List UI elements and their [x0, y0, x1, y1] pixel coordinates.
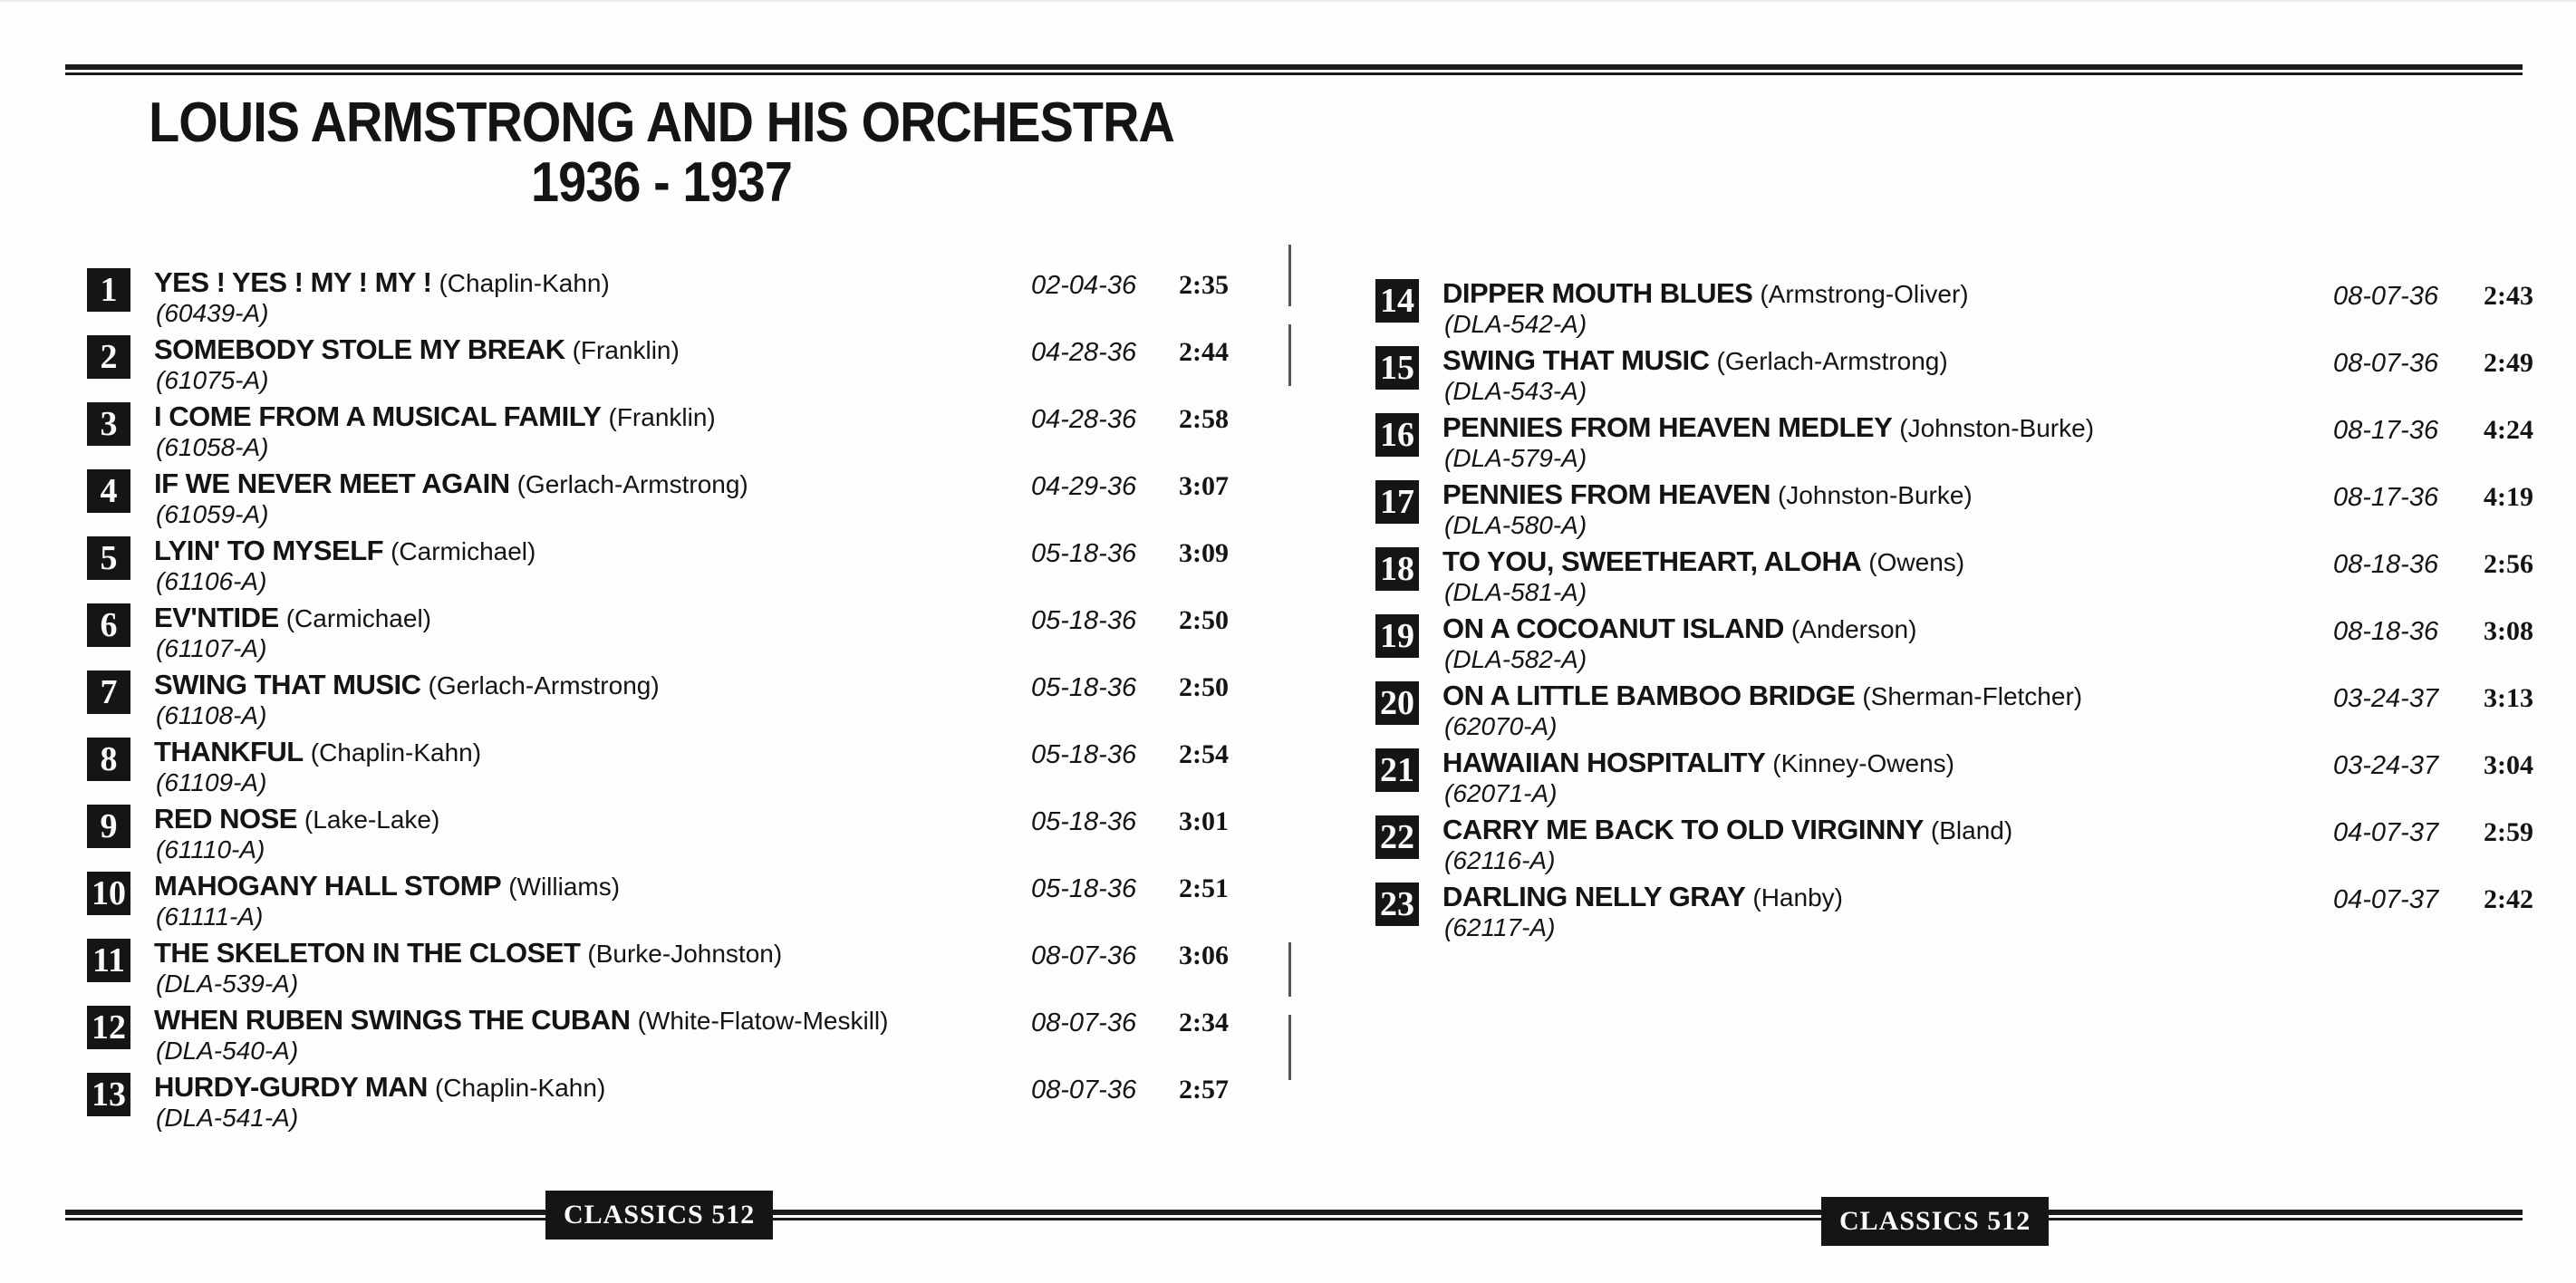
track-date: 04-28-36 [1031, 405, 1137, 434]
track-number: 8 [87, 738, 130, 781]
track-duration: 4:24 [2484, 415, 2533, 445]
track-number: 3 [87, 402, 130, 446]
right-page [1288, 0, 2576, 1283]
track-matrix: (DLA-539-A) [156, 969, 299, 998]
track-duration: 3:06 [1179, 941, 1229, 970]
track-row [87, 402, 1256, 469]
track-number: 22 [1375, 815, 1419, 859]
track-duration: 3:09 [1179, 538, 1229, 568]
track-title: DARLING NELLY GRAY [1442, 881, 1746, 912]
track-row [87, 805, 1256, 872]
track-row [87, 939, 1256, 1006]
track-title: LYIN' TO MYSELF [154, 535, 384, 566]
track-title: DIPPER MOUTH BLUES [1442, 277, 1753, 309]
track-duration: 3:07 [1179, 471, 1229, 501]
track-row [87, 1073, 1256, 1140]
track-date: 08-07-36 [1031, 1076, 1137, 1105]
track-title: EV'NTIDE [154, 602, 279, 633]
track-row [1375, 747, 2533, 815]
track-matrix: (DLA-582-A) [1444, 645, 1587, 673]
track-title: YES ! YES ! MY ! MY ! [154, 266, 432, 298]
track-date: 08-17-36 [2333, 416, 2439, 445]
track-date: 04-28-36 [1031, 338, 1137, 367]
track-number: 2 [87, 335, 130, 379]
track-date: 02-04-36 [1031, 271, 1137, 300]
track-composer: (Chaplin-Kahn) [439, 269, 610, 297]
track-title: PENNIES FROM HEAVEN [1442, 478, 1770, 510]
track-title: ON A LITTLE BAMBOO BRIDGE [1442, 680, 1856, 711]
track-matrix: (60439-A) [156, 299, 269, 327]
track-matrix: (62116-A) [1444, 846, 1556, 874]
track-heading [154, 1071, 605, 1105]
track-title: SWING THAT MUSIC [154, 669, 421, 700]
track-composer: (Gerlach-Armstrong) [516, 470, 748, 498]
track-row [1375, 881, 2533, 950]
track-title: HURDY-GURDY MAN [154, 1071, 428, 1103]
track-date: 08-07-36 [2333, 349, 2439, 378]
album-title [66, 93, 1257, 213]
track-heading [154, 937, 782, 970]
track-title: CARRY ME BACK TO OLD VIRGINNY [1442, 814, 1924, 845]
album-years: 1936 - 1937 [531, 151, 792, 214]
track-duration: 4:19 [2484, 482, 2533, 512]
track-heading [1442, 411, 2094, 445]
track-date: 03-24-37 [2333, 684, 2439, 713]
track-date: 05-18-36 [1031, 606, 1137, 635]
track-matrix: (61106-A) [156, 567, 267, 595]
track-row [1375, 680, 2533, 748]
label-badge: CLASSICS 512 [545, 1191, 773, 1240]
track-title: I COME FROM A MUSICAL FAMILY [154, 400, 602, 432]
track-composer: (Bland) [1930, 816, 2013, 844]
track-duration: 2:51 [1179, 873, 1229, 903]
track-number: 9 [87, 805, 130, 848]
track-duration: 2:58 [1179, 404, 1229, 434]
track-composer: (Johnston-Burke) [1777, 481, 1973, 509]
track-composer: (Williams) [508, 873, 621, 901]
track-composer: (Johnston-Burke) [1899, 414, 2095, 442]
track-number: 19 [1375, 614, 1419, 658]
track-number: 7 [87, 670, 130, 714]
track-date: 05-18-36 [1031, 673, 1137, 702]
track-row [87, 670, 1256, 738]
track-composer: (Franklin) [572, 336, 680, 364]
track-date: 04-29-36 [1031, 472, 1137, 501]
track-date: 05-18-36 [1031, 740, 1137, 769]
track-number: 5 [87, 536, 130, 580]
track-heading [1442, 680, 2082, 713]
track-row [1375, 344, 2533, 413]
track-heading [1442, 814, 2012, 847]
track-list-left [87, 268, 1256, 1140]
track-row [1375, 478, 2533, 547]
track-duration: 2:34 [1179, 1008, 1229, 1037]
track-heading [154, 468, 748, 501]
track-row [1375, 613, 2533, 681]
track-row [87, 536, 1256, 603]
track-heading [154, 400, 716, 434]
track-number: 18 [1375, 547, 1419, 591]
track-number: 1 [87, 268, 130, 312]
track-date: 04-07-37 [2333, 818, 2439, 847]
track-matrix: (61107-A) [156, 634, 267, 662]
track-heading [1442, 478, 1973, 512]
track-number: 23 [1375, 883, 1419, 926]
track-date: 05-18-36 [1031, 539, 1137, 568]
track-date: 04-07-37 [2333, 885, 2439, 914]
track-date: 05-18-36 [1031, 807, 1137, 836]
track-composer: (Gerlach-Armstrong) [428, 671, 660, 699]
track-duration: 2:50 [1179, 672, 1229, 702]
track-duration: 3:01 [1179, 806, 1229, 836]
track-number: 4 [87, 469, 130, 513]
track-duration: 2:56 [2484, 549, 2533, 579]
track-row [1375, 411, 2533, 480]
track-row [87, 335, 1256, 402]
track-list-right [1375, 277, 2533, 950]
track-composer: (Armstrong-Oliver) [1760, 280, 1969, 308]
track-number: 20 [1375, 681, 1419, 725]
track-number: 21 [1375, 748, 1419, 792]
track-composer: (Kinney-Owens) [1772, 749, 1954, 777]
track-matrix: (61059-A) [156, 500, 269, 528]
track-matrix: (61111-A) [156, 902, 264, 931]
track-duration: 3:13 [2484, 683, 2533, 713]
top-rule [65, 64, 1288, 75]
track-date: 08-07-36 [1031, 941, 1137, 970]
track-date: 08-18-36 [2333, 550, 2439, 579]
track-heading [1442, 277, 1969, 311]
track-duration: 3:08 [2484, 616, 2533, 646]
track-title: PENNIES FROM HEAVEN MEDLEY [1442, 411, 1893, 443]
track-title: IF WE NEVER MEET AGAIN [154, 468, 510, 499]
track-heading [154, 1004, 888, 1037]
track-row [1375, 545, 2533, 614]
track-date: 08-07-36 [2333, 282, 2439, 311]
artist-name: LOUIS ARMSTRONG AND HIS ORCHESTRA [149, 92, 1174, 154]
track-composer: (Franklin) [608, 403, 716, 431]
track-matrix: (61108-A) [156, 701, 267, 729]
track-heading [1442, 613, 1916, 646]
track-composer: (Sherman-Fletcher) [1862, 682, 2083, 710]
track-row [1375, 814, 2533, 883]
track-row [87, 469, 1256, 536]
track-heading [1442, 881, 1843, 914]
track-matrix: (DLA-542-A) [1444, 310, 1587, 338]
track-heading [1442, 747, 1954, 780]
track-composer: (White-Flatow-Meskill) [637, 1007, 889, 1035]
track-row [87, 268, 1256, 335]
track-matrix: (61109-A) [156, 768, 267, 796]
track-duration: 2:54 [1179, 739, 1229, 769]
track-duration: 2:44 [1179, 337, 1229, 367]
track-duration: 2:42 [2484, 884, 2533, 914]
track-matrix: (61110-A) [156, 835, 265, 863]
track-number: 16 [1375, 413, 1419, 457]
track-matrix: (DLA-580-A) [1444, 511, 1587, 539]
track-matrix: (62117-A) [1444, 913, 1556, 941]
track-duration: 2:50 [1179, 605, 1229, 635]
track-heading [154, 602, 431, 635]
track-composer: (Carmichael) [391, 537, 536, 565]
track-number: 10 [87, 872, 130, 915]
track-title: HAWAIIAN HOSPITALITY [1442, 747, 1766, 778]
track-row [87, 872, 1256, 939]
track-title: THE SKELETON IN THE CLOSET [154, 937, 581, 969]
top-rule [1288, 64, 2523, 75]
track-duration: 2:35 [1179, 270, 1229, 300]
track-duration: 2:43 [2484, 281, 2533, 311]
track-date: 08-18-36 [2333, 617, 2439, 646]
track-heading [1442, 545, 1964, 579]
track-title: MAHOGANY HALL STOMP [154, 870, 502, 902]
track-duration: 2:59 [2484, 817, 2533, 847]
track-title: SOMEBODY STOLE MY BREAK [154, 333, 565, 365]
track-row [87, 1006, 1256, 1073]
track-heading [154, 333, 680, 367]
track-number: 13 [87, 1073, 130, 1116]
track-row [87, 603, 1256, 670]
track-composer: (Anderson) [1790, 615, 1917, 643]
track-composer: (Gerlach-Armstrong) [1716, 347, 1948, 375]
track-duration: 2:57 [1179, 1075, 1229, 1105]
track-heading [154, 669, 660, 702]
track-title: WHEN RUBEN SWINGS THE CUBAN [154, 1004, 631, 1036]
track-title: TO YOU, SWEETHEART, ALOHA [1442, 545, 1862, 577]
track-matrix: (DLA-540-A) [156, 1037, 299, 1065]
track-date: 08-07-36 [1031, 1008, 1137, 1037]
track-matrix: (DLA-581-A) [1444, 578, 1587, 606]
track-heading [154, 266, 610, 300]
track-composer: (Chaplin-Kahn) [310, 738, 482, 767]
track-matrix: (DLA-543-A) [1444, 377, 1587, 405]
track-number: 17 [1375, 480, 1419, 524]
track-composer: (Chaplin-Kahn) [434, 1074, 606, 1102]
track-title: THANKFUL [154, 736, 304, 767]
track-composer: (Burke-Johnston) [587, 940, 783, 968]
track-number: 14 [1375, 279, 1419, 323]
track-title: SWING THAT MUSIC [1442, 344, 1710, 376]
track-title: ON A COCOANUT ISLAND [1442, 613, 1784, 644]
track-heading [154, 535, 535, 568]
track-number: 6 [87, 603, 130, 647]
track-matrix: (61075-A) [156, 366, 269, 394]
track-date: 08-17-36 [2333, 483, 2439, 512]
track-matrix: (DLA-541-A) [156, 1104, 299, 1132]
track-heading [1442, 344, 1948, 378]
track-composer: (Owens) [1868, 548, 1965, 576]
track-row [1375, 277, 2533, 346]
track-matrix: (62070-A) [1444, 712, 1558, 740]
track-number: 11 [87, 939, 130, 982]
track-composer: (Lake-Lake) [304, 805, 440, 834]
track-heading [154, 870, 620, 903]
track-heading [154, 803, 439, 836]
track-duration: 3:04 [2484, 750, 2533, 780]
track-matrix: (62071-A) [1444, 779, 1558, 807]
track-heading [154, 736, 481, 769]
track-composer: (Carmichael) [285, 604, 431, 632]
label-badge: CLASSICS 512 [1821, 1197, 2049, 1246]
track-number: 15 [1375, 346, 1419, 390]
track-matrix: (DLA-579-A) [1444, 444, 1587, 472]
track-number: 12 [87, 1006, 130, 1049]
track-title: RED NOSE [154, 803, 297, 834]
track-matrix: (61058-A) [156, 433, 269, 461]
track-date: 05-18-36 [1031, 874, 1137, 903]
track-composer: (Hanby) [1752, 883, 1843, 912]
track-row [87, 738, 1256, 805]
track-duration: 2:49 [2484, 348, 2533, 378]
track-date: 03-24-37 [2333, 751, 2439, 780]
